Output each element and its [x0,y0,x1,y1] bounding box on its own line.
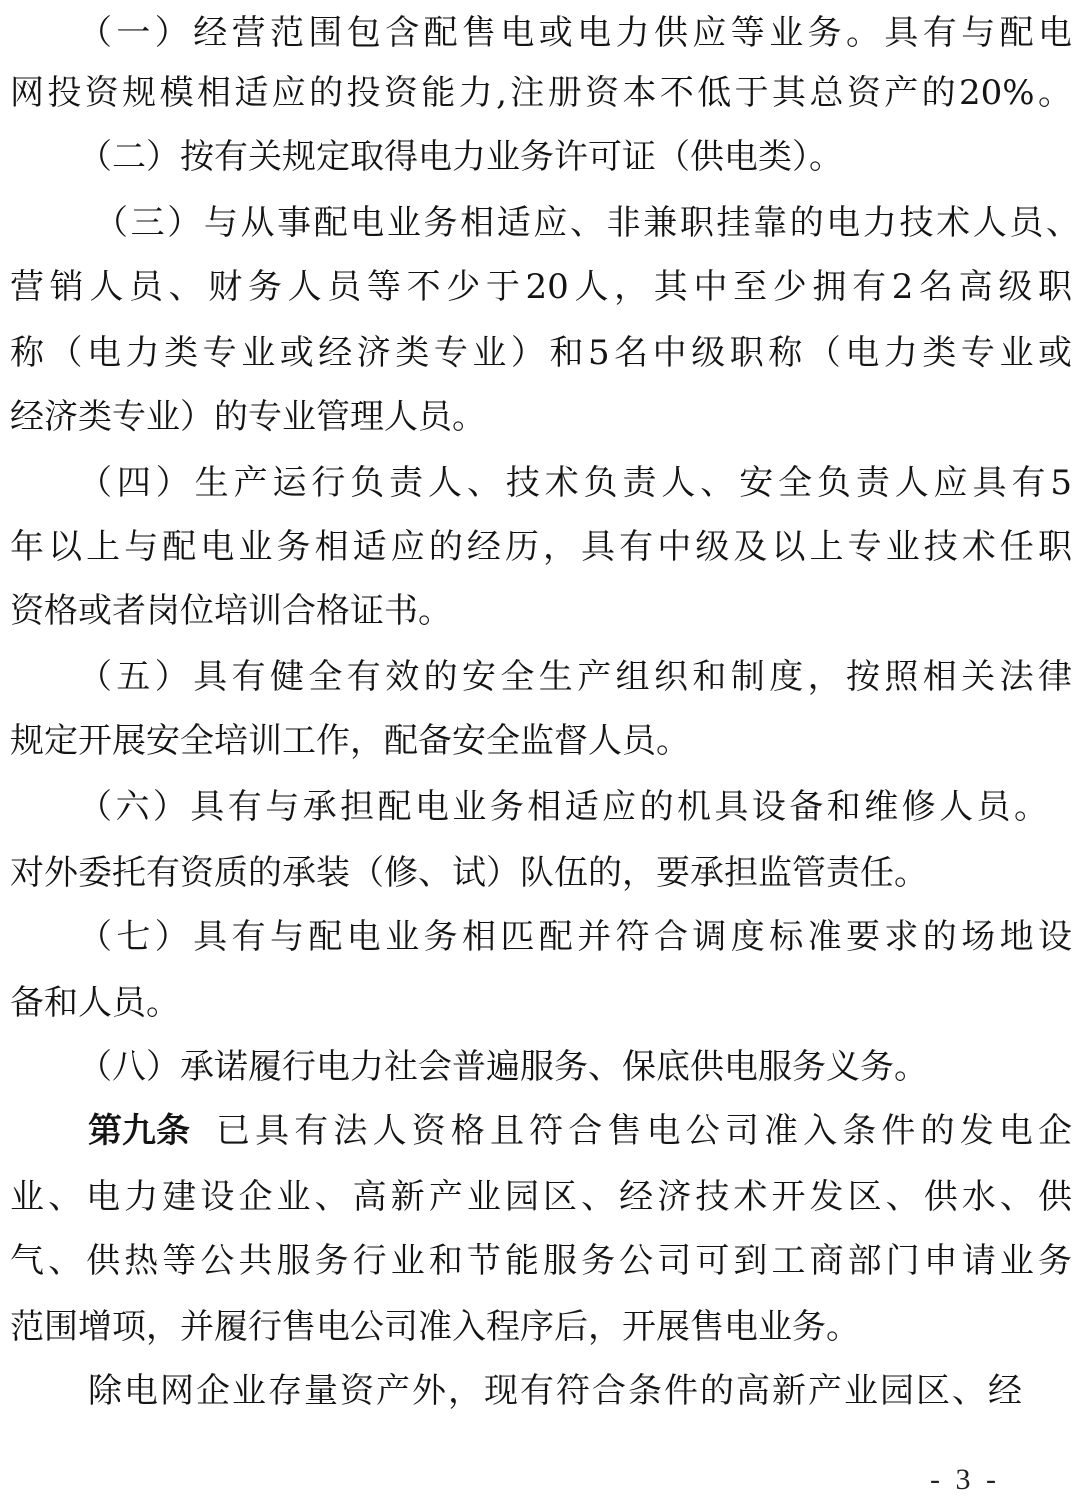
text-line: 年以上与配电业务相适应的经历，具有中级及以上专业技术任职 [10,527,1072,567]
text-line: 规定开展安全培训工作，配备安全监督人员。 [10,721,690,761]
text-line: 气、供热等公共服务行业和节能服务公司可到工商部门申请业务 [10,1241,1072,1281]
page-number: - 3 - [930,1463,1000,1496]
text-line: 除电网企业存量资产外，现有符合条件的高新产业园区、经 [88,1371,1022,1411]
text-line: （五）具有健全有效的安全生产组织和制度，按照相关法律 [78,657,1072,697]
text-line: 网投资规模相适应的投资能力,注册资本不低于其总资产的20%。 [10,73,1072,113]
article-nine-first-line [10,1098,1072,1164]
text-line: （六）具有与承担配电业务相适应的机具设备和维修人员。 [78,787,1048,827]
text-line: 营销人员、财务人员等不少于20人，其中至少拥有2名高级职 [10,267,1072,307]
text-line: （七）具有与配电业务相匹配并符合调度标准要求的场地设 [78,917,1072,957]
text-line: 范围增项，并履行售电公司准入程序后，开展售电业务。 [10,1307,860,1347]
text-line: （四）生产运行负责人、技术负责人、安全负责人应具有5 [78,463,1072,503]
text-line: 称（电力类专业或经济类专业）和5名中级职称（电力类专业或 [10,333,1072,373]
text-line: 经济类专业）的专业管理人员。 [10,397,486,437]
text-line: 对外委托有资质的承装（修、试）队伍的，要承担监管责任。 [10,853,928,893]
text-line: 备和人员。 [10,983,180,1023]
text-line: 业、电力建设企业、高新产业园区、经济技术开发区、供水、供 [10,1177,1072,1217]
text-line: （二）按有关规定取得电力业务许可证（供电类）。 [78,137,843,177]
text-line: （一）经营范围包含配售电或电力供应等业务。具有与配电 [78,13,1072,53]
text-line: 资格或者岗位培训合格证书。 [10,591,452,631]
text-line: （三）与从事配电业务相适应、非兼职挂靠的电力技术人员、 [94,203,1080,243]
article-heading: 第九条 [88,1111,190,1151]
text-line: （八）承诺履行电力社会普遍服务、保底供电服务义务。 [78,1047,928,1087]
text-line: 已具有法人资格且符合售电公司准入条件的发电企 [216,1111,1072,1151]
